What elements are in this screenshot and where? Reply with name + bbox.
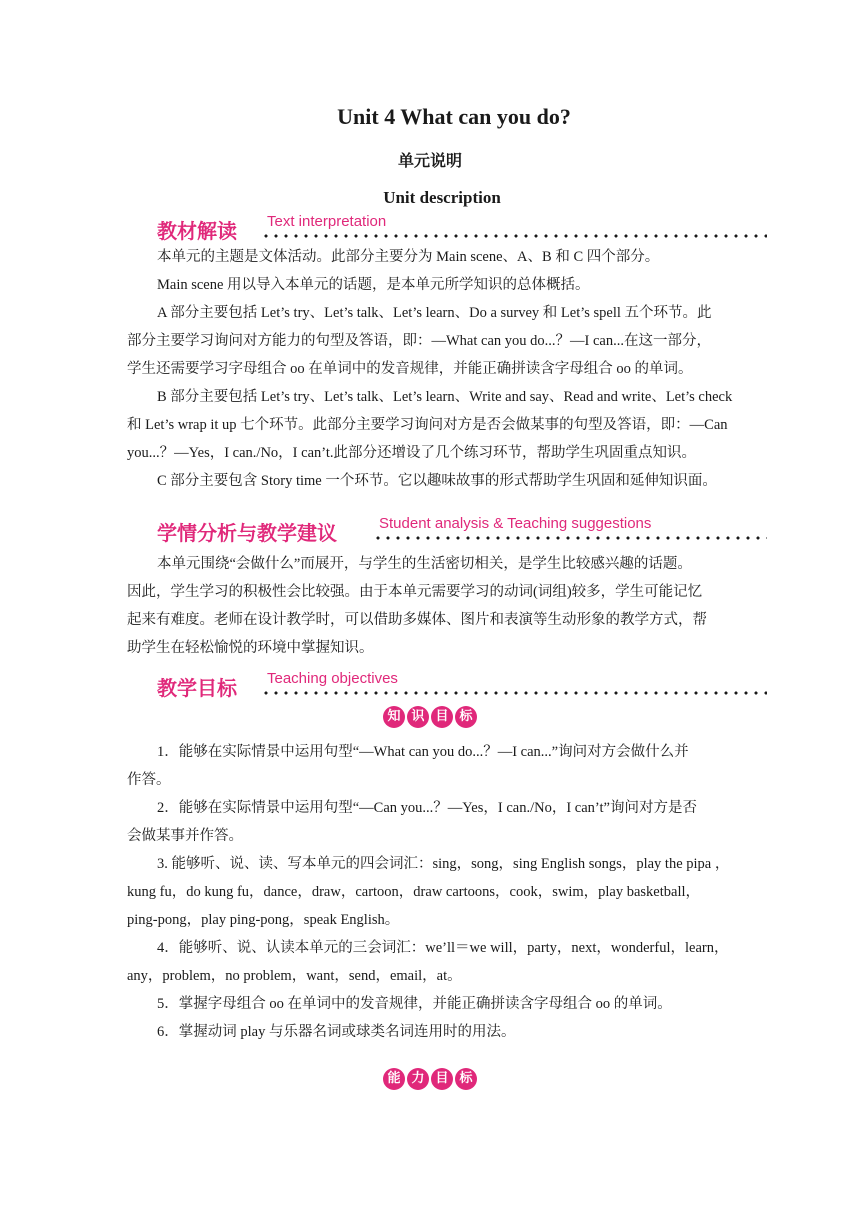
text-line: 本单元的主题是文体活动。此部分主要分为 Main scene、A、B 和 C 四个部分。 <box>157 249 660 265</box>
badge-char: 标 <box>455 1068 477 1090</box>
text-line: B 部分主要包括 Let’s try、Let’s talk、Let’s learn、Write and say、Read and write、Let’s check <box>157 389 733 405</box>
badge-char: 能 <box>383 1068 405 1090</box>
objective-item <box>127 794 739 850</box>
dotted-rule <box>261 690 767 696</box>
objective-item <box>127 738 739 794</box>
text-line: ping-pong，play ping-pong，speak English。 <box>127 912 400 928</box>
badge-char: 力 <box>407 1068 429 1090</box>
text-line: 起来有难度。老师在设计教学时，可以借助多媒体、图片和表演等生动形象的教学方式，帮 <box>127 612 707 628</box>
text-line: 1．能够在实际情景中运用句型“—What can you do...？—I can...”询问对方会做什么并 <box>157 744 689 760</box>
text-line: 3. 能够听、说、读、写本单元的四会词汇：sing，song，sing English songs，play the pipa ， <box>157 856 730 872</box>
text-line: 因此，学生学习的积极性会比较强。由于本单元需要学习的动词(词组)较多，学生可能记忆 <box>127 584 703 600</box>
badge-char: 目 <box>431 1068 453 1090</box>
badge-char: 识 <box>407 706 429 728</box>
section-header-student-analysis <box>157 517 767 549</box>
badge-char: 目 <box>431 706 453 728</box>
student-analysis-body <box>127 550 739 662</box>
paragraph <box>127 299 739 383</box>
text-line: you...？—Yes，I can./No，I can’t.此部分还增设了几个练习环节，帮助学生巩固重点知识。 <box>127 445 696 461</box>
knowledge-objectives-list <box>127 738 739 1046</box>
text-line: 会做某事并作答。 <box>127 828 243 844</box>
text-line: 2．能够在实际情景中运用句型“—Can you...？—Yes，I can./No，I can’t”询问对方是否 <box>157 800 697 816</box>
text-line: A 部分主要包括 Let’s try、Let’s talk、Let’s learn、Do a survey 和 Let’s spell 五个环节。此 <box>157 305 712 321</box>
text-line: 作答。 <box>127 772 171 788</box>
section-title-en: Teaching objectives <box>267 670 398 687</box>
page-title: Unit 4 What can you do? <box>337 104 571 129</box>
badge-char: 知 <box>383 706 405 728</box>
section-title-en: Text interpretation <box>267 213 387 230</box>
paragraph <box>127 467 739 495</box>
text-line: 部分主要学习询问对方能力的句型及答语，即：—What can you do...？—I can...在这一部分， <box>127 333 711 349</box>
unit-description-en: Unit description <box>383 188 501 207</box>
knowledge-objectives-badge <box>0 706 860 728</box>
text-line: 6．掌握动词 play 与乐器名词或球类名词连用时的用法。 <box>157 1024 516 1040</box>
paragraph <box>127 550 739 662</box>
text-line: 和 Let’s wrap it up 七个环节。此部分主要学习询问对方是否会做某事的句型及答语，即：—Can <box>127 417 728 433</box>
objective-item <box>127 850 739 934</box>
section-title-cn: 学情分析与教学建议 <box>157 521 337 545</box>
text-line: 4．能够听、说、认读本单元的三会词汇：we’ll＝we will，party，next，wonderful，learn， <box>157 940 729 956</box>
objective-item <box>127 934 739 990</box>
ability-objectives-badge <box>0 1068 860 1090</box>
unit-description-cn: 单元说明 <box>397 151 462 170</box>
paragraph <box>127 271 739 299</box>
text-line: Main scene 用以导入本单元的话题，是本单元所学知识的总体概括。 <box>157 277 590 293</box>
text-line: any，problem，no problem，want，send，email，at。 <box>127 968 462 984</box>
objective-item <box>127 1018 739 1046</box>
text-interpretation-body <box>127 243 739 495</box>
text-line: C 部分主要包含 Story time 一个环节。它以趣味故事的形式帮助学生巩固和延伸知识面。 <box>157 473 717 489</box>
section-header-teaching-objectives <box>157 672 767 704</box>
section-title-cn: 教学目标 <box>157 676 237 700</box>
text-line: 本单元围绕“会做什么”而展开，与学生的生活密切相关，是学生比较感兴趣的话题。 <box>157 556 692 572</box>
paragraph <box>127 383 739 467</box>
paragraph <box>127 243 739 271</box>
objective-item <box>127 990 739 1018</box>
text-line: kung fu，do kung fu，dance，draw，cartoon，draw cartoons，cook，swim，play basketball， <box>127 884 701 900</box>
dotted-rule <box>261 233 767 239</box>
text-line: 助学生在轻松愉悦的环境中掌握知识。 <box>127 640 374 656</box>
section-title-en: Student analysis & Teaching suggestions <box>379 515 652 532</box>
text-line: 学生还需要学习字母组合 oo 在单词中的发音规律，并能正确拼读含字母组合 oo 的单词。 <box>127 361 693 377</box>
dotted-rule <box>373 535 767 541</box>
text-line: 5．掌握字母组合 oo 在单词中的发音规律，并能正确拼读含字母组合 oo 的单词。 <box>157 996 672 1012</box>
badge-char: 标 <box>455 706 477 728</box>
section-title-cn: 教材解读 <box>157 219 237 243</box>
